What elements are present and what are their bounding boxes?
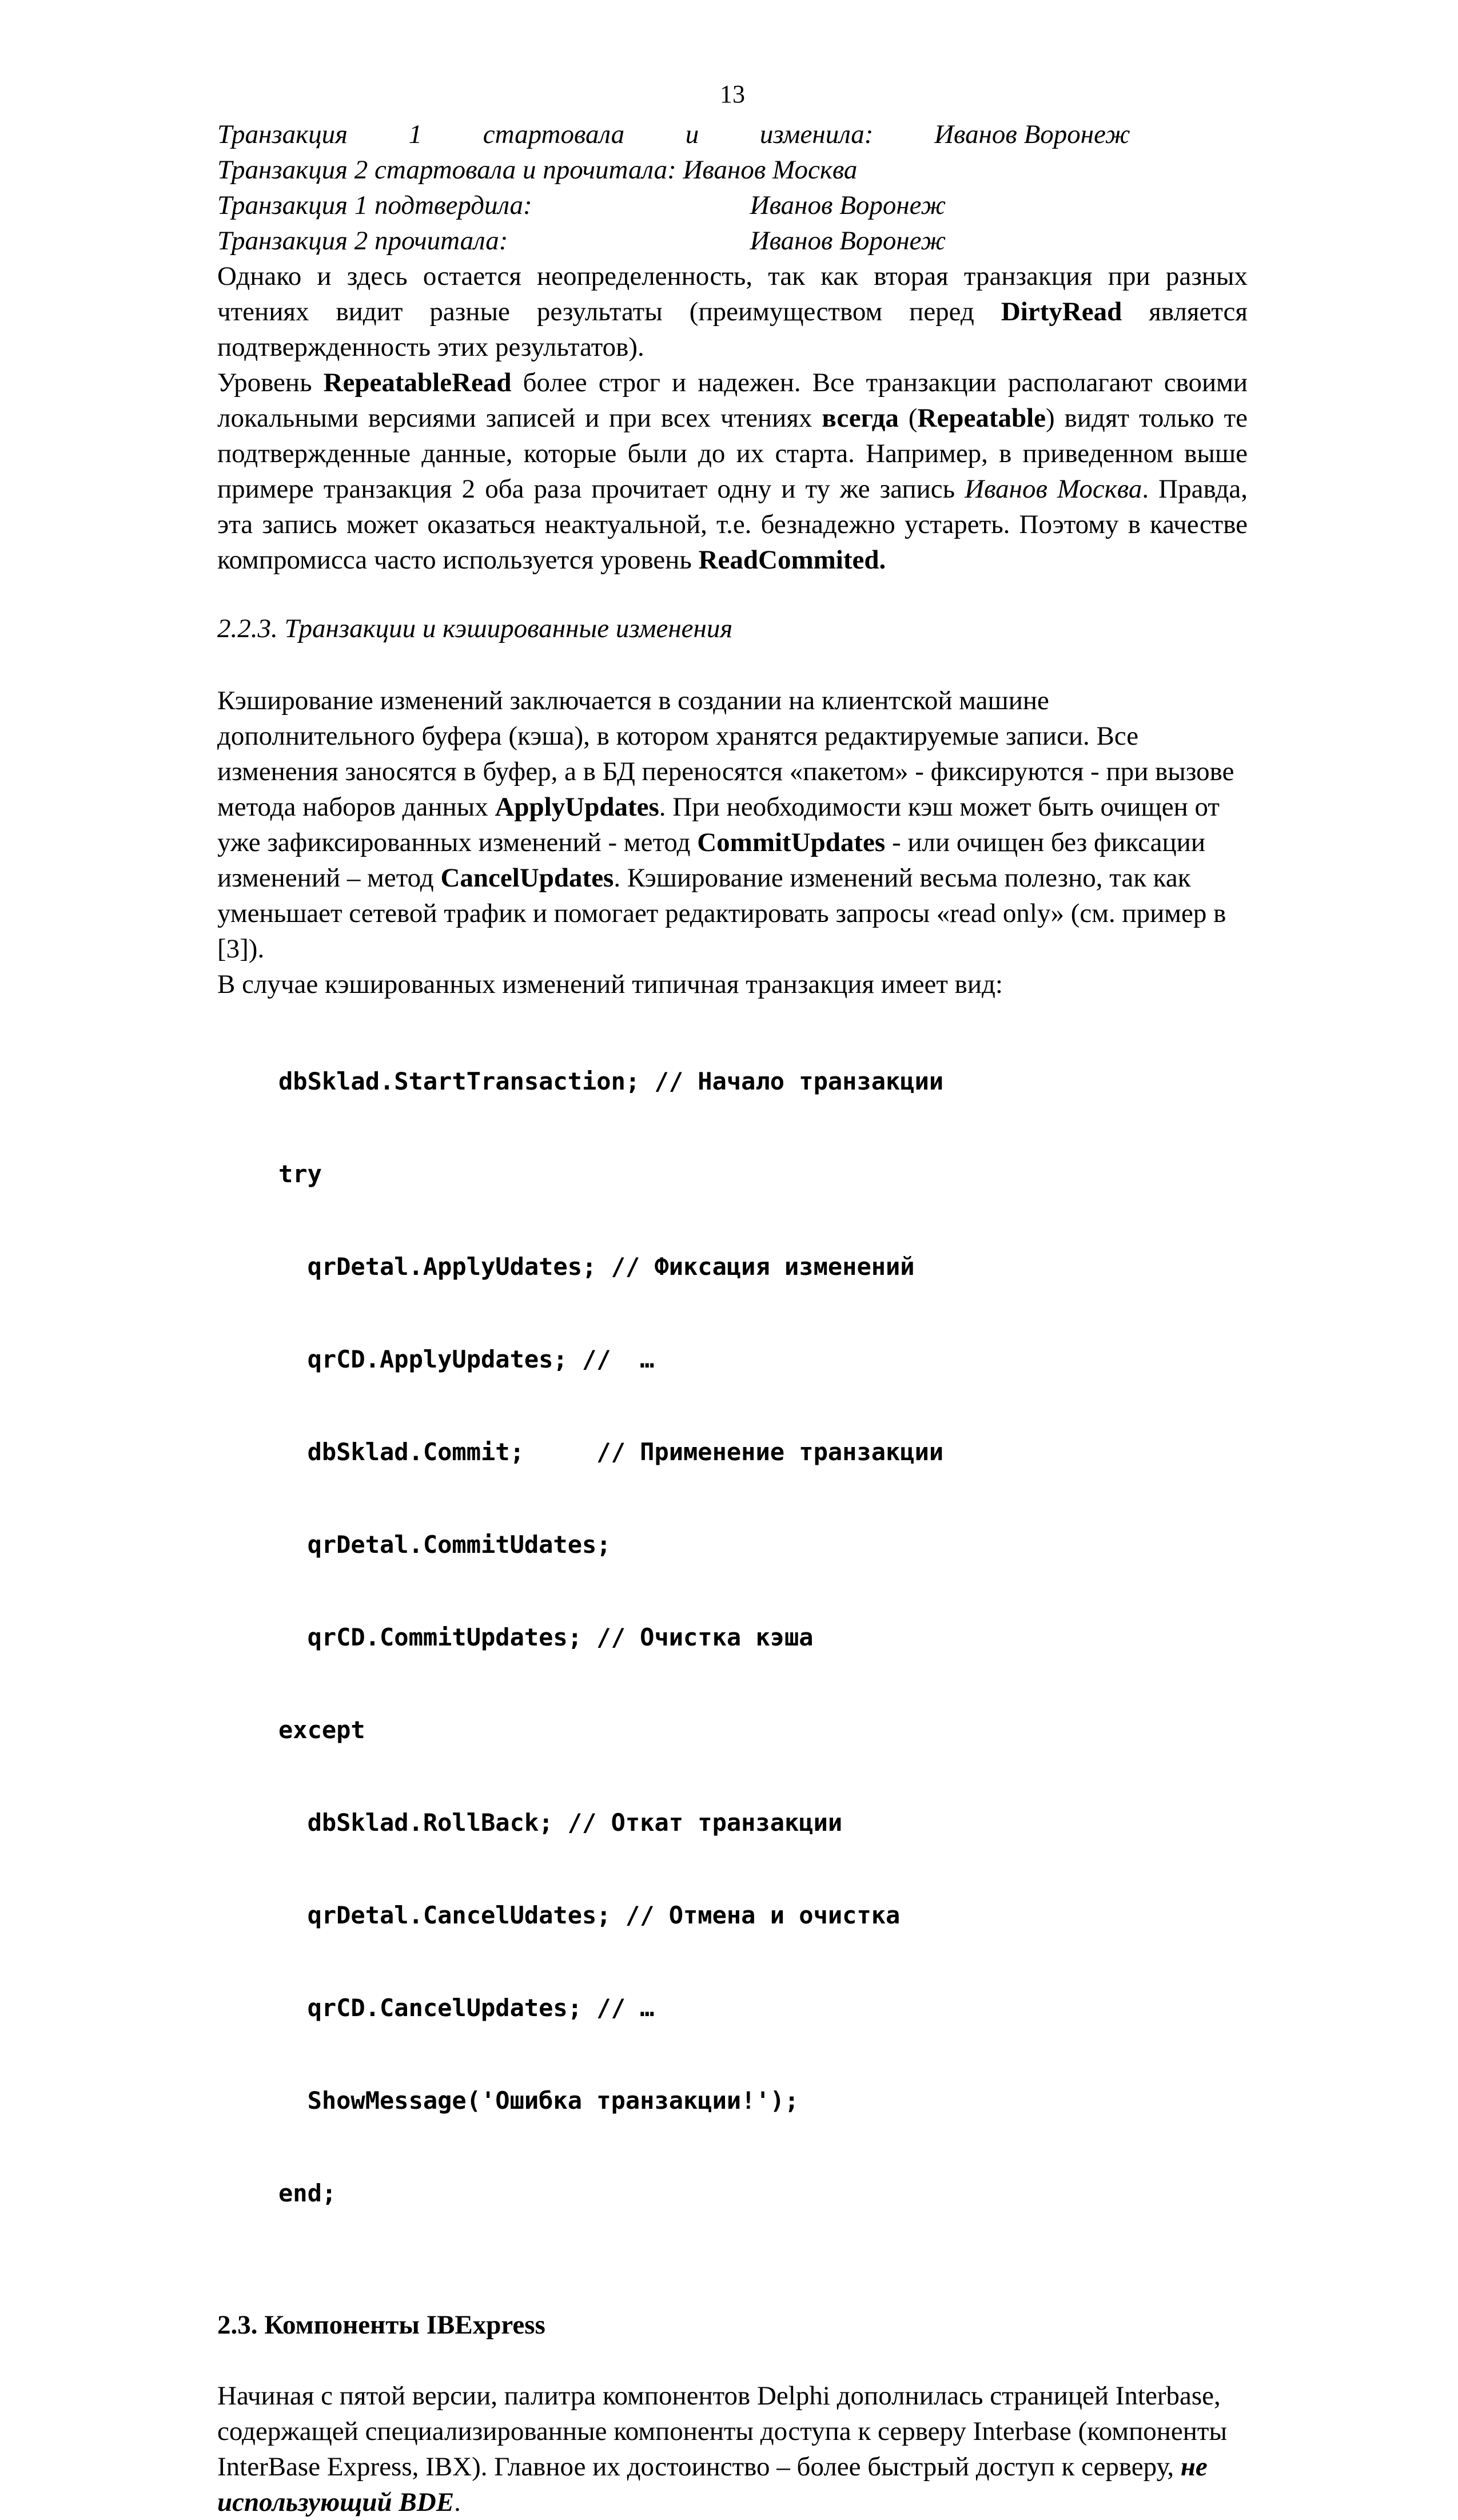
text-run-italic: Иванов Москва [965, 474, 1142, 504]
code-line: ShowMessage('Ошибка транзакции!'); [278, 2086, 799, 2114]
paragraph-code-intro: В случае кэшированных изменений типичная транзакция имеет вид: [217, 969, 1003, 999]
text-run: Начиная с пятой версии, палитра компонентов Delphi дополнилась страницей Interbase, содержащей специализированные компоненты доступа к серверу Interbase (компоненты InterBase Express, IBX). Главное их достоинство – более быстрый доступ к серверу, [217, 2381, 1228, 2482]
log-word: стартовала [483, 120, 625, 149]
log-word: и [685, 120, 699, 149]
log-line-1 [217, 117, 1130, 152]
code-block [217, 1004, 1248, 2271]
text-run: . Правда, эта запись может оказаться неактуальной, т.е. безнадежно устареть. Поэтому в качестве компромисса часто используется уровень [217, 474, 1248, 575]
log-label: Транзакция 1 подтвердила: [217, 190, 532, 220]
text-run-bold: всегда [822, 403, 899, 433]
section-heading-2-3: 2.3. Компоненты IBExpress [217, 2310, 545, 2340]
paragraph-caching [217, 683, 1248, 967]
code-line: qrDetal.ApplyUdates; // Фиксация изменений [278, 1253, 915, 1281]
code-line: dbSklad.Commit; // Применение транзакции [278, 1438, 944, 1466]
code-line: qrCD.ApplyUpdates; // … [278, 1345, 655, 1373]
text-run: ( [898, 403, 918, 433]
log-value: Иванов Воронеж [750, 190, 946, 220]
text-run-bold-italic: не использующий BDE [217, 2452, 1208, 2517]
log-word: изменила: [759, 120, 874, 149]
text-run-bold: CancelUpdates [440, 863, 614, 893]
code-line: end; [278, 2179, 337, 2207]
log-value: Иванов Воронеж [750, 226, 946, 256]
code-line: except [278, 1716, 365, 1744]
paragraph-ibexpress [217, 2378, 1248, 2520]
text-run: ) видят только те подтвержденные данные, которые были до их старта. Например, в приведенном выше примере транзакция 2 оба раза прочитает одну и ту же запись [217, 403, 1248, 504]
code-line: qrCD.CancelUpdates; // … [278, 1994, 655, 2022]
paragraph-repeatableread [217, 365, 1248, 578]
text-run: более строг и надежен. Все транзакции располагают своими локальными версиями записей и при всех чтениях [217, 368, 1248, 433]
text-run: является подтвержденность этих результатов). [217, 297, 1248, 362]
text-run-bold: DirtyRead [1001, 297, 1122, 327]
code-line: qrDetal.CommitUdates; [278, 1531, 611, 1559]
text-run: . Кэширование изменений весьма полезно, так как уменьшает сетевой трафик и помогает редактировать запросы «read only» (см. пример в [3]). [217, 863, 1226, 964]
log-label: Транзакция 2 прочитала: [217, 226, 508, 256]
text-run-bold: ReadCommited. [698, 545, 886, 575]
text-run: Уровень [217, 368, 324, 398]
text-run: . [454, 2487, 461, 2517]
log-word: 1 [408, 120, 423, 149]
log-line-2: Транзакция 2 стартовала и прочитала: Иванов Москва [217, 155, 858, 185]
log-word: Транзакция [217, 120, 348, 149]
transaction-log [217, 117, 1248, 259]
log-line-3 [217, 188, 1248, 223]
log-line-4 [217, 223, 1248, 259]
code-line: try [278, 1160, 322, 1188]
log-value: Иванов Воронеж [934, 120, 1130, 149]
page-number: 13 [720, 80, 745, 108]
paragraph-dirtyread [217, 259, 1248, 365]
text-run: Однако и здесь остается неопределенность, так как вторая транзакция при разных чтениях видит разные результаты (преимуществом перед [217, 261, 1248, 327]
text-run-bold: Repeatable [917, 403, 1046, 433]
section-heading-2-2-3: 2.2.3. Транзакции и кэшированные изменения [217, 614, 733, 643]
text-run: . При необходимости кэш может быть очищен от уже зафиксированных изменений - метод [217, 792, 1220, 857]
text-run-bold: RepeatableRead [323, 368, 512, 398]
text-run-bold: CommitUpdates [697, 828, 886, 857]
code-line: dbSklad.StartTransaction; // Начало транзакции [278, 1067, 944, 1095]
text-run: Кэширование изменений заключается в создании на клиентской машине дополнительного буфера (кэша), в котором хранятся редактируемые записи. Все изменения заносятся в буфер, а в БД переносятся «пакетом» - фиксируются - при вызове метода наборов данных [217, 686, 1234, 822]
text-run-bold: ApplyUpdates [495, 792, 659, 822]
code-line: dbSklad.RollBack; // Откат транзакции [278, 1808, 843, 1837]
text-run: - или очищен без фиксации изменений – метод [217, 828, 1205, 893]
code-line: qrCD.CommitUpdates; // Очистка кэша [278, 1623, 814, 1651]
code-line: qrDetal.CancelUdates; // Отмена и очистка [278, 1901, 901, 1929]
